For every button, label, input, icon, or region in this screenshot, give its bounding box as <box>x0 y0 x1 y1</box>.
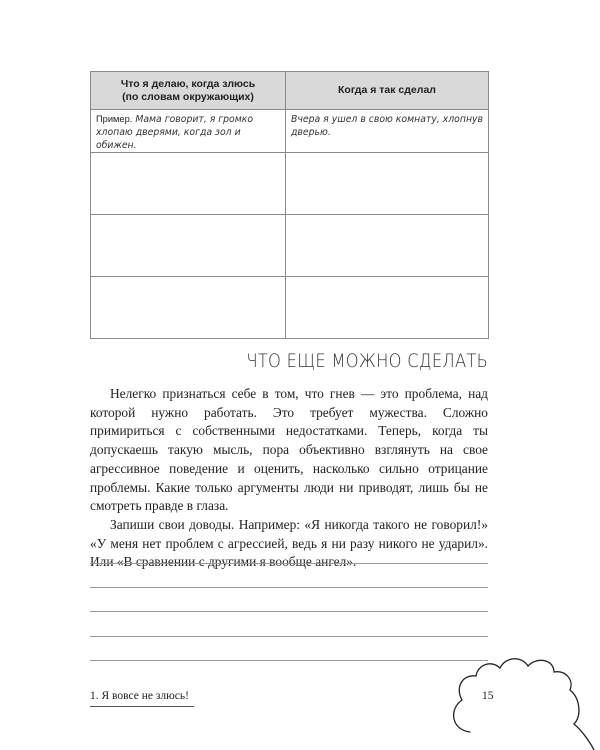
example-cell-right <box>286 110 489 153</box>
chapter-title: 1. Я вовсе не злюсь! <box>90 690 189 702</box>
example-left-text: Мама говорит, я громко хлопаю дверями, когда зол и обижен. <box>96 114 254 151</box>
table-row <box>91 215 489 277</box>
anger-worksheet-table <box>90 71 489 339</box>
body-text <box>90 385 488 572</box>
table-cell-empty[interactable] <box>91 277 286 339</box>
table-header-row <box>91 72 489 110</box>
paragraph-1: Нелегко признаться себе в том, что гнев — это проблема, над которой нужно работать. Это требует мужества. Сложно примириться с собственными недостатками. Теперь, когда ты допускаешь такую мысль, пора объективно взглянуть на свое агрессивное поведение и оценить, насколько сильно отрицание проблемы. Какие только аргументы люди ни приводят, лишь бы не смотреть правде в глаза. <box>90 386 488 514</box>
column-header-when-i-did-text: Когда я так сделал <box>338 84 436 96</box>
table-cell-empty[interactable] <box>286 215 489 277</box>
table-row <box>91 277 489 339</box>
table-row <box>91 153 489 215</box>
example-cell-left <box>91 110 286 153</box>
table-row-example <box>91 110 489 153</box>
table-cell-empty[interactable] <box>286 153 489 215</box>
paragraph-2: Запиши свои доводы. Например: «Я никогда такого не говорил!» «У меня нет проблем с агрессией, ведь я ни разу никого не ударил». Или «В сравнении с другими я вообще ангел». <box>90 516 488 570</box>
writing-line[interactable] <box>90 587 488 588</box>
page-number: 15 <box>482 690 494 702</box>
writing-line[interactable] <box>90 563 488 564</box>
writing-line[interactable] <box>90 611 488 612</box>
writing-line[interactable] <box>90 660 488 661</box>
table-cell-empty[interactable] <box>91 215 286 277</box>
writing-line[interactable] <box>90 636 488 637</box>
table-cell-empty[interactable] <box>91 153 286 215</box>
column-header-when-i-did <box>286 72 489 110</box>
table-cell-empty[interactable] <box>286 277 489 339</box>
section-title: ЧТО ЕЩЕ МОЖНО СДЕЛАТЬ <box>246 350 488 372</box>
example-right-text: Вчера я ушел в свою комнату, хлопнув дверью. <box>291 114 484 138</box>
column-header-what-i-do-text: Что я делаю, когда злюсь (по словам окружающих) <box>120 77 256 103</box>
column-header-what-i-do <box>91 72 286 110</box>
footer-divider <box>90 706 194 707</box>
example-label: Пример. <box>96 114 133 124</box>
